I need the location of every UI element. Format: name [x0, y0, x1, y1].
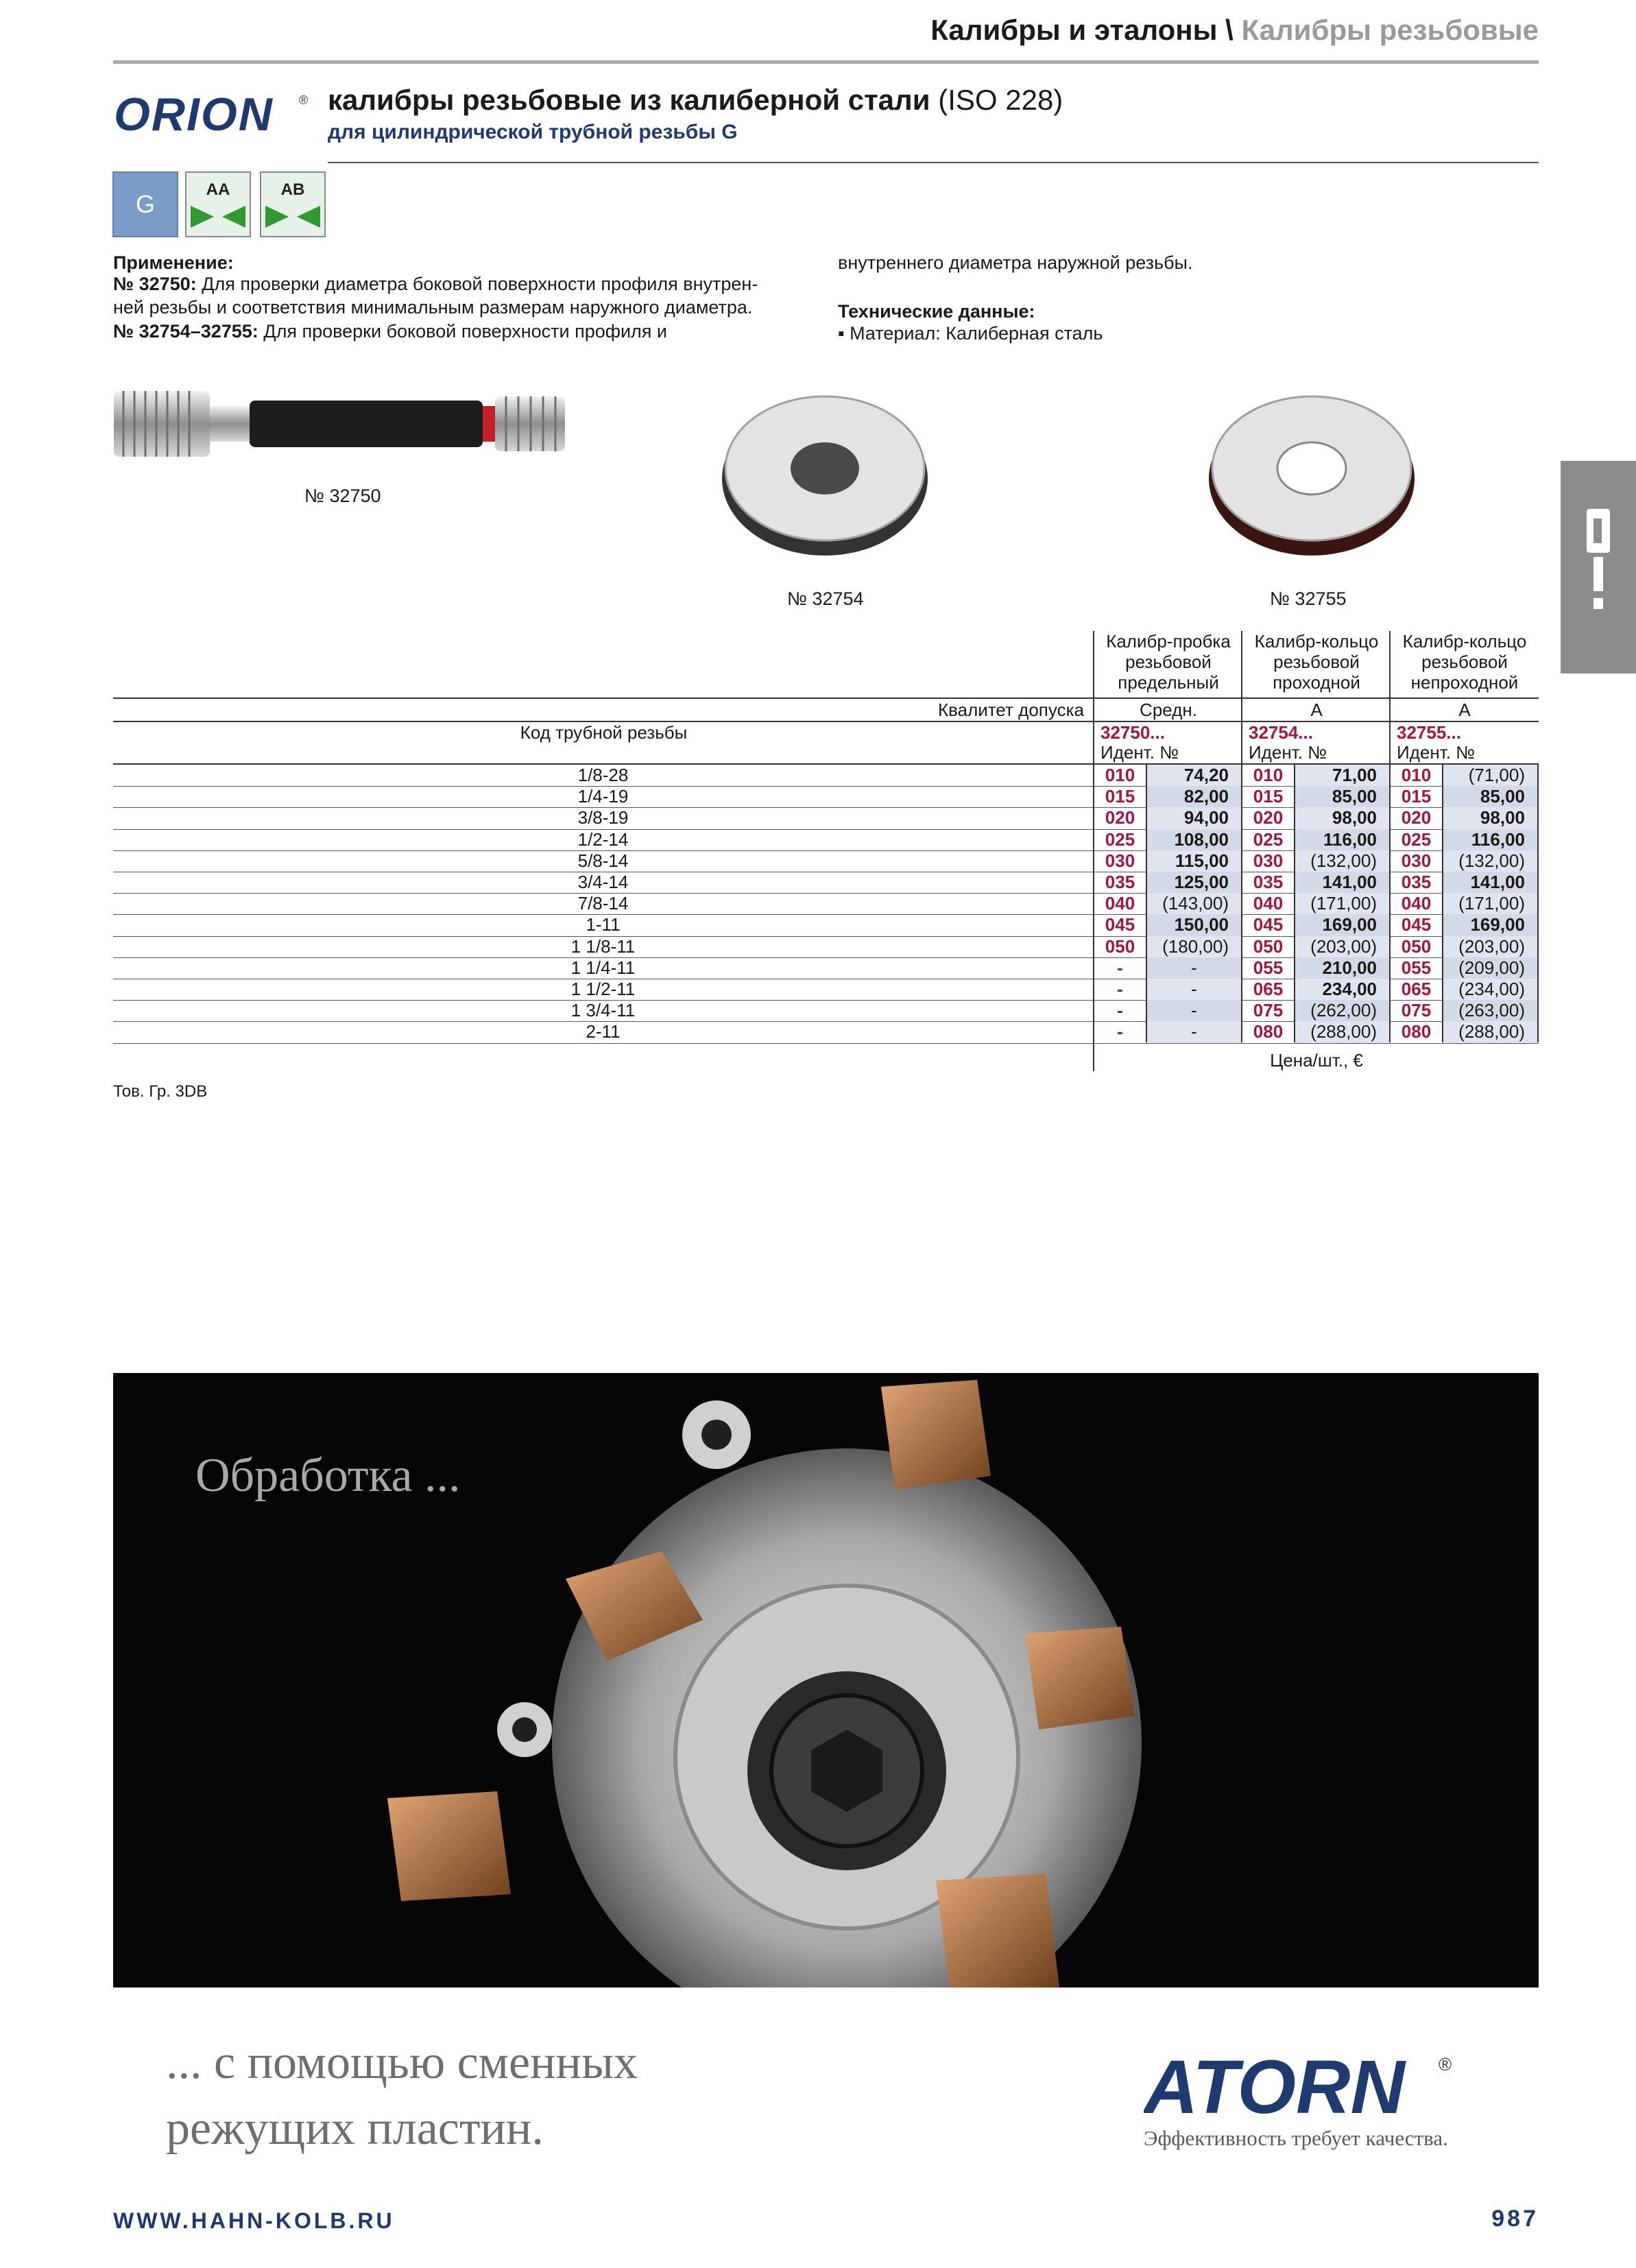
col-header-nogo-ring-l1: Калибр-кольцо — [1402, 631, 1527, 652]
col-header-plug-l3: предельный — [1118, 672, 1219, 693]
ad-slogan-line-1: ... с помощью сменных — [166, 2036, 638, 2089]
tolerance-row — [113, 700, 1539, 721]
price-plug: 125,00 — [1147, 872, 1241, 893]
price-go-ring: (132,00) — [1295, 850, 1389, 872]
col-header-go-ring-l2: резьбовой — [1273, 652, 1360, 672]
ident-go-ring: 030 — [1253, 850, 1284, 871]
article-prefix-plug: 32750... — [1100, 722, 1165, 743]
caliper-icon — [1581, 509, 1615, 625]
ident-nogo-ring: 050 — [1401, 935, 1432, 957]
price-nogo-ring: (132,00) — [1443, 850, 1537, 872]
price-nogo-ring: 116,00 — [1443, 829, 1537, 850]
price-plug: 94,00 — [1147, 807, 1241, 828]
table-row — [113, 1021, 1539, 1043]
ident-plug: - — [1117, 979, 1123, 1000]
price-unit-row — [113, 1050, 1539, 1071]
thread-size: 2-11 — [586, 1021, 621, 1042]
ident-nogo-ring: 080 — [1401, 1021, 1432, 1042]
tolerance-go-ring: A — [1310, 700, 1323, 720]
application-text-3: Для проверки боковой поверхности профиля и — [258, 321, 668, 342]
breadcrumb-section: Калибры и эталоны — [930, 14, 1218, 46]
article-ref-32750: № 32750: — [113, 274, 197, 294]
breadcrumb — [930, 14, 1539, 47]
table-row — [113, 914, 1539, 936]
thread-code-label: Код трубной резьбы — [520, 722, 688, 743]
plug-gauge-image — [110, 376, 569, 472]
article-prefix-go-ring: 32754... — [1249, 722, 1313, 743]
ident-go-ring: 055 — [1253, 957, 1284, 978]
table-row — [113, 807, 1539, 829]
col-header-go-ring-l3: проходной — [1273, 672, 1360, 693]
table-col-divider — [1093, 631, 1094, 1071]
ad-banner[interactable] — [113, 1373, 1539, 1988]
price-go-ring: (203,00) — [1295, 936, 1389, 957]
price-plug: 82,00 — [1147, 786, 1241, 807]
orion-logo-reg: ® — [299, 93, 309, 107]
thread-g-icon — [112, 171, 178, 237]
ident-plug: 010 — [1105, 765, 1135, 786]
price-plug: - — [1147, 1000, 1241, 1021]
ident-nogo-ring: 015 — [1401, 786, 1432, 807]
plug-gauge-caption: № 32750 — [304, 486, 381, 506]
ab-gauge-icon-label: AB — [280, 180, 305, 199]
application-text-1: Для проверки диаметра боковой поверхности профиля внутрен- — [196, 274, 758, 294]
price-nogo-ring: (288,00) — [1443, 1021, 1537, 1042]
go-ring-gauge-caption: № 32754 — [787, 588, 864, 609]
ident-go-ring: 010 — [1253, 765, 1284, 786]
table-row — [113, 979, 1539, 1001]
ident-nogo-ring: 020 — [1401, 807, 1432, 828]
price-nogo-ring: (209,00) — [1443, 957, 1537, 979]
table-row — [113, 829, 1539, 851]
price-go-ring: 85,00 — [1295, 786, 1389, 807]
table-rule — [113, 697, 1539, 699]
price-nogo-ring: 85,00 — [1443, 786, 1537, 807]
ident-go-ring: 040 — [1253, 893, 1284, 914]
breadcrumb-separator: \ — [1225, 14, 1234, 46]
table-col-divider — [1294, 765, 1295, 1042]
product-group: Тов. Гр. 3DB — [113, 1082, 208, 1101]
ident-nogo-ring: 010 — [1401, 765, 1432, 786]
ident-go-ring: 020 — [1253, 807, 1284, 828]
price-go-ring: (171,00) — [1295, 893, 1389, 914]
ident-plug: 035 — [1105, 872, 1135, 893]
ident-label-nogo-ring: Идент. № — [1397, 742, 1476, 763]
no-go-ring-gauge-caption: № 32755 — [1270, 588, 1347, 609]
atorn-logo-reg: ® — [1439, 2054, 1452, 2075]
atorn-logo-text: ATORN — [1144, 2047, 1405, 2123]
article-row — [113, 722, 1539, 743]
aa-gauge-icon-label: AA — [206, 180, 230, 199]
price-plug: 150,00 — [1147, 914, 1241, 935]
ident-nogo-ring: 030 — [1401, 850, 1432, 871]
price-nogo-ring: (234,00) — [1443, 979, 1537, 1000]
ident-go-ring: 065 — [1253, 979, 1284, 1000]
page-subtitle: для цилиндрической трубной резьбы G — [328, 121, 738, 143]
table-col-divider — [1146, 765, 1147, 1042]
col-header-go-ring — [1242, 631, 1391, 700]
title-standard: (ISO 228) — [938, 84, 1063, 116]
price-go-ring: 141,00 — [1295, 872, 1389, 893]
col-header-nogo-ring-l2: резьбовой — [1421, 652, 1508, 672]
tolerance-plug: Средн. — [1140, 700, 1197, 720]
ident-plug: - — [1117, 957, 1123, 978]
ident-plug: 045 — [1105, 914, 1135, 935]
thread-size: 1/4-19 — [577, 786, 629, 807]
page-number: 987 — [1491, 2206, 1539, 2232]
price-unit: Цена/шт., € — [1270, 1050, 1363, 1071]
price-go-ring: 116,00 — [1295, 829, 1389, 850]
price-nogo-ring: (203,00) — [1443, 936, 1537, 957]
orion-logo — [114, 88, 313, 141]
table-row — [113, 936, 1539, 958]
thread-size: 1/8-28 — [577, 765, 629, 786]
price-plug: - — [1147, 1021, 1241, 1042]
price-nogo-ring: (71,00) — [1443, 765, 1537, 786]
aa-gauge-icon — [185, 171, 251, 237]
ident-label-go-ring: Идент. № — [1249, 742, 1327, 763]
price-nogo-ring: 98,00 — [1443, 807, 1537, 828]
ident-nogo-ring: 075 — [1401, 1000, 1432, 1021]
price-nogo-ring: (171,00) — [1443, 893, 1537, 914]
thread-size: 1 3/4-11 — [570, 1000, 636, 1021]
thread-size: 3/8-19 — [577, 807, 629, 828]
ident-nogo-ring: 035 — [1401, 872, 1432, 893]
ident-nogo-ring: 065 — [1401, 979, 1432, 1000]
table-row — [113, 1000, 1539, 1022]
table-row — [113, 850, 1539, 872]
thread-size: 1 1/2-11 — [570, 979, 636, 1000]
price-nogo-ring: 169,00 — [1443, 914, 1537, 935]
table-col-divider — [1442, 765, 1443, 1042]
price-go-ring: 98,00 — [1295, 807, 1389, 828]
price-go-ring: (288,00) — [1295, 1021, 1389, 1042]
ident-row — [113, 742, 1539, 763]
application-line-1 — [113, 272, 758, 296]
price-plug: - — [1147, 979, 1241, 1000]
ident-go-ring: 080 — [1253, 1021, 1284, 1042]
header-divider — [113, 60, 1539, 64]
ident-plug: 040 — [1105, 893, 1135, 914]
price-plug: (180,00) — [1147, 936, 1241, 957]
table-row — [113, 872, 1539, 894]
section-tab[interactable] — [1561, 461, 1636, 673]
col-header-plug — [1094, 631, 1242, 700]
footer-url-link[interactable]: WWW.HAHN-KOLB.RU — [113, 2208, 395, 2233]
price-go-ring: 169,00 — [1295, 914, 1389, 935]
ident-nogo-ring: 055 — [1401, 957, 1432, 978]
no-go-ring-gauge-image — [1205, 376, 1418, 561]
thread-size: 1-11 — [586, 914, 621, 935]
ident-plug: 025 — [1105, 828, 1135, 850]
price-plug: 108,00 — [1147, 829, 1241, 850]
atorn-logo — [1144, 2047, 1459, 2123]
table-row — [113, 957, 1539, 979]
table-row — [113, 765, 1539, 787]
application-line-2: ней резьбы и соответствия минимальным размерам наружного диаметра. — [113, 297, 753, 318]
ident-plug: 015 — [1105, 786, 1135, 807]
application-label: Применение: — [113, 252, 234, 273]
ident-go-ring: 050 — [1253, 935, 1284, 957]
price-nogo-ring: 141,00 — [1443, 872, 1537, 893]
price-plug: 115,00 — [1147, 850, 1241, 872]
tolerance-label: Квалитет допуска — [938, 700, 1084, 720]
ident-go-ring: 045 — [1253, 914, 1284, 935]
title-divider — [328, 162, 1539, 163]
thread-size: 5/8-14 — [577, 850, 629, 871]
thread-size: 1/2-14 — [577, 828, 629, 850]
tolerance-nogo-ring: A — [1458, 700, 1471, 720]
ident-nogo-ring: 045 — [1401, 914, 1432, 935]
article-prefix-nogo-ring: 32755... — [1397, 722, 1461, 743]
ident-plug: 050 — [1105, 935, 1135, 957]
col-header-plug-l2: резьбовой — [1125, 652, 1212, 672]
ad-caption: Обработка ... — [195, 1449, 461, 1502]
ident-nogo-ring: 040 — [1401, 893, 1432, 914]
ident-plug: - — [1117, 1021, 1123, 1042]
application-line-3 — [113, 320, 667, 343]
page-title — [328, 84, 1063, 117]
tech-data-material: ▪ Материал: Калиберная сталь — [838, 323, 1103, 344]
price-go-ring: 71,00 — [1295, 765, 1389, 786]
table-col-divider — [1537, 765, 1539, 1042]
table-col-divider — [1241, 631, 1242, 1042]
thread-size: 1 1/8-11 — [570, 935, 636, 957]
thread-size: 7/8-14 — [577, 893, 629, 914]
go-ring-gauge-image — [719, 376, 931, 561]
table-header-row — [113, 631, 1539, 700]
orion-logo-text: ORION — [114, 88, 274, 141]
tech-data-label: Технические данные: — [838, 301, 1035, 322]
thread-g-icon-label: G — [135, 190, 155, 218]
table-col-divider — [1389, 631, 1391, 1042]
price-go-ring: 234,00 — [1295, 979, 1389, 1000]
application-line-4: внутреннего диаметра наружной резьбы. — [838, 252, 1193, 273]
ident-plug: - — [1117, 1000, 1123, 1021]
breadcrumb-subsection: Калибры резьбовые — [1241, 14, 1539, 46]
price-plug: 74,20 — [1147, 765, 1241, 786]
ident-label-plug: Идент. № — [1100, 742, 1179, 763]
price-go-ring: 210,00 — [1295, 957, 1389, 979]
col-header-go-ring-l1: Калибр-кольцо — [1254, 631, 1379, 652]
ident-go-ring: 025 — [1253, 828, 1284, 850]
ident-go-ring: 015 — [1253, 786, 1284, 807]
ident-plug: 020 — [1105, 807, 1135, 828]
ab-gauge-icon — [260, 171, 326, 237]
atorn-tagline: Эффективность требует качества. — [1144, 2126, 1448, 2150]
price-go-ring: (262,00) — [1295, 1000, 1389, 1021]
col-header-plug-l1: Калибр-пробка — [1106, 631, 1231, 652]
thread-size: 1 1/4-11 — [570, 957, 636, 978]
col-header-nogo-ring-l3: непроходной — [1410, 672, 1519, 693]
price-plug: - — [1147, 957, 1241, 979]
ad-slogan-line-2: режущих пластин. — [166, 2102, 544, 2155]
title-main: калибры резьбовые из калиберной стали — [328, 84, 930, 116]
article-ref-32754-32755: № 32754–32755: — [113, 321, 258, 342]
ident-go-ring: 075 — [1253, 1000, 1284, 1021]
col-header-nogo-ring — [1391, 631, 1539, 700]
price-nogo-ring: (263,00) — [1443, 1000, 1537, 1021]
price-plug: (143,00) — [1147, 893, 1241, 914]
ident-go-ring: 035 — [1253, 872, 1284, 893]
ident-plug: 030 — [1105, 850, 1135, 871]
table-row — [113, 786, 1539, 808]
ident-nogo-ring: 025 — [1401, 828, 1432, 850]
table-row — [113, 893, 1539, 915]
thread-size: 3/4-14 — [577, 872, 629, 893]
